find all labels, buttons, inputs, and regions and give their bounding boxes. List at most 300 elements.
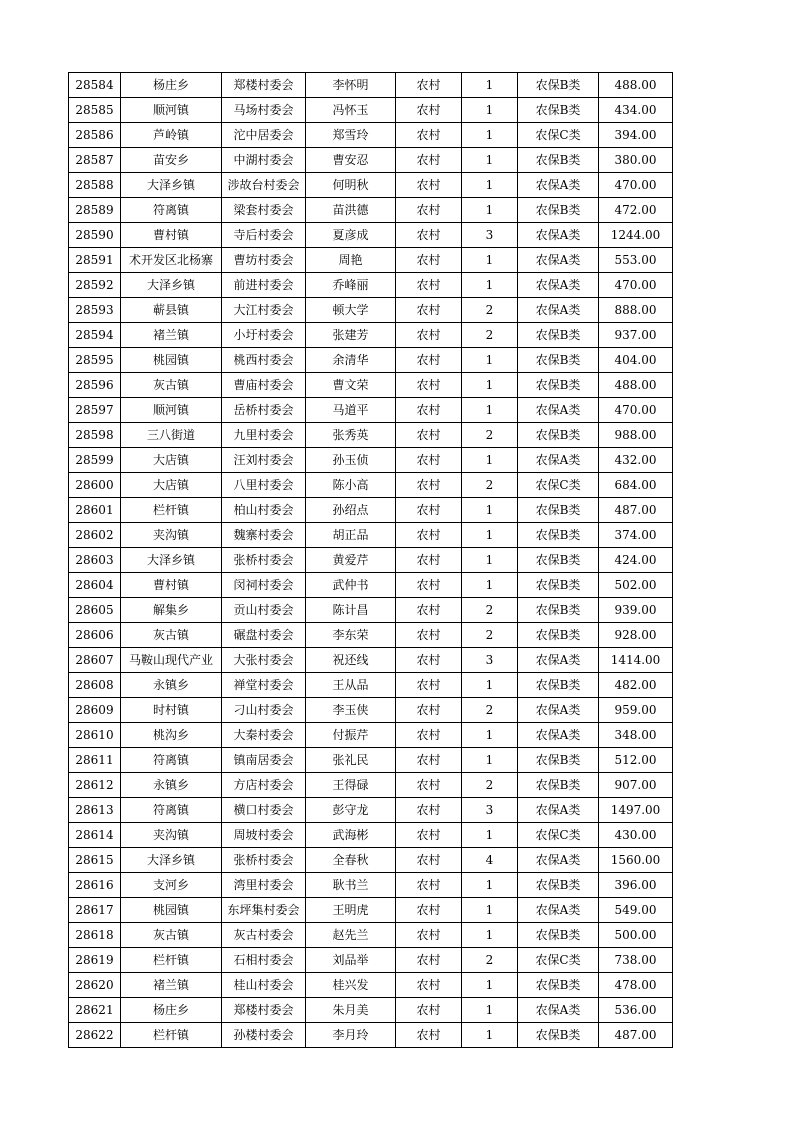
- area-type-cell: 农村: [396, 373, 462, 398]
- record-id-cell: 28607: [69, 648, 121, 673]
- name-cell: 王从品: [306, 673, 396, 698]
- name-cell: 付振芹: [306, 723, 396, 748]
- household-count-cell: 1: [462, 398, 518, 423]
- township-cell: 解集乡: [121, 598, 222, 623]
- village-committee-cell: 柏山村委会: [222, 498, 306, 523]
- village-committee-cell: 曹坊村委会: [222, 248, 306, 273]
- area-type-cell: 农村: [396, 173, 462, 198]
- area-type-cell: 农村: [396, 848, 462, 873]
- name-cell: 冯怀玉: [306, 98, 396, 123]
- amount-cell: 553.00: [599, 248, 673, 273]
- township-cell: 灰古镇: [121, 623, 222, 648]
- name-cell: 曹安忍: [306, 148, 396, 173]
- household-count-cell: 1: [462, 498, 518, 523]
- name-cell: 夏彦成: [306, 223, 396, 248]
- record-id-cell: 28586: [69, 123, 121, 148]
- table-row: [69, 473, 673, 498]
- record-id-cell: 28621: [69, 998, 121, 1023]
- table-row: [69, 573, 673, 598]
- amount-cell: 472.00: [599, 198, 673, 223]
- township-cell: 灰古镇: [121, 373, 222, 398]
- village-committee-cell: 前进村委会: [222, 273, 306, 298]
- village-committee-cell: 石相村委会: [222, 948, 306, 973]
- household-count-cell: 4: [462, 848, 518, 873]
- record-id-cell: 28601: [69, 498, 121, 523]
- amount-cell: 482.00: [599, 673, 673, 698]
- area-type-cell: 农村: [396, 648, 462, 673]
- area-type-cell: 农村: [396, 698, 462, 723]
- area-type-cell: 农村: [396, 398, 462, 423]
- village-committee-cell: 大江村委会: [222, 298, 306, 323]
- township-cell: 曹村镇: [121, 573, 222, 598]
- insurance-category-cell: 农保A类: [518, 273, 599, 298]
- household-count-cell: 1: [462, 873, 518, 898]
- area-type-cell: 农村: [396, 448, 462, 473]
- amount-cell: 430.00: [599, 823, 673, 848]
- record-id-cell: 28609: [69, 698, 121, 723]
- township-cell: 符离镇: [121, 198, 222, 223]
- village-committee-cell: 郑楼村委会: [222, 73, 306, 98]
- village-committee-cell: 魏寨村委会: [222, 523, 306, 548]
- amount-cell: 536.00: [599, 998, 673, 1023]
- table-row: [69, 423, 673, 448]
- table-row: [69, 273, 673, 298]
- village-committee-cell: 郑楼村委会: [222, 998, 306, 1023]
- insurance-category-cell: 农保A类: [518, 723, 599, 748]
- amount-cell: 1244.00: [599, 223, 673, 248]
- record-id-cell: 28616: [69, 873, 121, 898]
- insurance-category-cell: 农保B类: [518, 623, 599, 648]
- record-id-cell: 28605: [69, 598, 121, 623]
- township-cell: 杨庄乡: [121, 998, 222, 1023]
- area-type-cell: 农村: [396, 323, 462, 348]
- insurance-category-cell: 农保A类: [518, 298, 599, 323]
- village-committee-cell: 汪刘村委会: [222, 448, 306, 473]
- household-count-cell: 1: [462, 573, 518, 598]
- village-committee-cell: 中湖村委会: [222, 148, 306, 173]
- township-cell: 蕲县镇: [121, 298, 222, 323]
- table-row: [69, 823, 673, 848]
- village-committee-cell: 刁山村委会: [222, 698, 306, 723]
- table-row: [69, 1023, 673, 1048]
- table-body: [69, 73, 673, 1048]
- record-id-cell: 28619: [69, 948, 121, 973]
- amount-cell: 988.00: [599, 423, 673, 448]
- record-id-cell: 28597: [69, 398, 121, 423]
- area-type-cell: 农村: [396, 673, 462, 698]
- table-row: [69, 123, 673, 148]
- amount-cell: 487.00: [599, 498, 673, 523]
- household-count-cell: 2: [462, 473, 518, 498]
- record-id-cell: 28618: [69, 923, 121, 948]
- name-cell: 李月玲: [306, 1023, 396, 1048]
- household-count-cell: 1: [462, 248, 518, 273]
- township-cell: 永镇乡: [121, 773, 222, 798]
- name-cell: 陈计昌: [306, 598, 396, 623]
- name-cell: 周艳: [306, 248, 396, 273]
- township-cell: 桃沟乡: [121, 723, 222, 748]
- township-cell: 芦岭镇: [121, 123, 222, 148]
- township-cell: 大店镇: [121, 448, 222, 473]
- amount-cell: 380.00: [599, 148, 673, 173]
- table-row: [69, 698, 673, 723]
- insurance-category-cell: 农保B类: [518, 148, 599, 173]
- table-row: [69, 248, 673, 273]
- record-id-cell: 28591: [69, 248, 121, 273]
- insurance-category-cell: 农保B类: [518, 198, 599, 223]
- name-cell: 陈小高: [306, 473, 396, 498]
- area-type-cell: 农村: [396, 198, 462, 223]
- amount-cell: 488.00: [599, 73, 673, 98]
- insurance-category-cell: 农保B类: [518, 923, 599, 948]
- household-count-cell: 3: [462, 223, 518, 248]
- record-id-cell: 28596: [69, 373, 121, 398]
- village-committee-cell: 湾里村委会: [222, 873, 306, 898]
- township-cell: 褚兰镇: [121, 973, 222, 998]
- township-cell: 杨庄乡: [121, 73, 222, 98]
- household-count-cell: 2: [462, 323, 518, 348]
- record-id-cell: 28603: [69, 548, 121, 573]
- insurance-category-cell: 农保C类: [518, 123, 599, 148]
- household-count-cell: 1: [462, 548, 518, 573]
- insurance-category-cell: 农保A类: [518, 998, 599, 1023]
- township-cell: 大泽乡镇: [121, 273, 222, 298]
- table-row: [69, 598, 673, 623]
- insurance-category-cell: 农保B类: [518, 598, 599, 623]
- insurance-category-cell: 农保B类: [518, 973, 599, 998]
- insurance-category-cell: 农保B类: [518, 73, 599, 98]
- name-cell: 马道平: [306, 398, 396, 423]
- household-count-cell: 1: [462, 173, 518, 198]
- amount-cell: 937.00: [599, 323, 673, 348]
- name-cell: 李玉侠: [306, 698, 396, 723]
- village-committee-cell: 梁套村委会: [222, 198, 306, 223]
- area-type-cell: 农村: [396, 498, 462, 523]
- amount-cell: 374.00: [599, 523, 673, 548]
- village-committee-cell: 曹庙村委会: [222, 373, 306, 398]
- table-row: [69, 448, 673, 473]
- township-cell: 永镇乡: [121, 673, 222, 698]
- record-id-cell: 28600: [69, 473, 121, 498]
- name-cell: 王明虎: [306, 898, 396, 923]
- name-cell: 孙玉侦: [306, 448, 396, 473]
- household-count-cell: 2: [462, 298, 518, 323]
- insurance-category-cell: 农保C类: [518, 473, 599, 498]
- table-row: [69, 748, 673, 773]
- township-cell: 夹沟镇: [121, 523, 222, 548]
- township-cell: 桃园镇: [121, 898, 222, 923]
- record-id-cell: 28593: [69, 298, 121, 323]
- name-cell: 耿书兰: [306, 873, 396, 898]
- name-cell: 胡正品: [306, 523, 396, 548]
- amount-cell: 1414.00: [599, 648, 673, 673]
- name-cell: 顿大学: [306, 298, 396, 323]
- village-committee-cell: 桂山村委会: [222, 973, 306, 998]
- insurance-category-cell: 农保A类: [518, 848, 599, 873]
- village-committee-cell: 闵祠村委会: [222, 573, 306, 598]
- name-cell: 余清华: [306, 348, 396, 373]
- table-row: [69, 73, 673, 98]
- village-committee-cell: 大张村委会: [222, 648, 306, 673]
- table-row: [69, 623, 673, 648]
- village-committee-cell: 寺后村委会: [222, 223, 306, 248]
- name-cell: 李怀明: [306, 73, 396, 98]
- amount-cell: 888.00: [599, 298, 673, 323]
- record-id-cell: 28592: [69, 273, 121, 298]
- insurance-category-cell: 农保B类: [518, 373, 599, 398]
- insurance-category-cell: 农保A类: [518, 173, 599, 198]
- household-count-cell: 2: [462, 423, 518, 448]
- insurance-category-cell: 农保B类: [518, 98, 599, 123]
- area-type-cell: 农村: [396, 298, 462, 323]
- insurance-category-cell: 农保A类: [518, 898, 599, 923]
- amount-cell: 907.00: [599, 773, 673, 798]
- amount-cell: 549.00: [599, 898, 673, 923]
- name-cell: 何明秋: [306, 173, 396, 198]
- household-count-cell: 1: [462, 998, 518, 1023]
- household-count-cell: 2: [462, 623, 518, 648]
- household-count-cell: 2: [462, 948, 518, 973]
- amount-cell: 432.00: [599, 448, 673, 473]
- table-row: [69, 923, 673, 948]
- area-type-cell: 农村: [396, 98, 462, 123]
- village-committee-cell: 九里村委会: [222, 423, 306, 448]
- village-committee-cell: 横口村委会: [222, 798, 306, 823]
- village-committee-cell: 八里村委会: [222, 473, 306, 498]
- insurance-category-cell: 农保C类: [518, 948, 599, 973]
- village-committee-cell: 贡山村委会: [222, 598, 306, 623]
- table-row: [69, 723, 673, 748]
- record-id-cell: 28620: [69, 973, 121, 998]
- record-id-cell: 28585: [69, 98, 121, 123]
- township-cell: 大泽乡镇: [121, 848, 222, 873]
- amount-cell: 488.00: [599, 373, 673, 398]
- table-row: [69, 148, 673, 173]
- insurance-category-cell: 农保B类: [518, 548, 599, 573]
- area-type-cell: 农村: [396, 823, 462, 848]
- table-row: [69, 848, 673, 873]
- table-row: [69, 373, 673, 398]
- village-committee-cell: 张桥村委会: [222, 548, 306, 573]
- name-cell: 乔峰丽: [306, 273, 396, 298]
- village-committee-cell: 方店村委会: [222, 773, 306, 798]
- area-type-cell: 农村: [396, 948, 462, 973]
- household-count-cell: 3: [462, 648, 518, 673]
- record-id-cell: 28622: [69, 1023, 121, 1048]
- name-cell: 彭守龙: [306, 798, 396, 823]
- record-id-cell: 28599: [69, 448, 121, 473]
- name-cell: 朱月美: [306, 998, 396, 1023]
- household-count-cell: 1: [462, 723, 518, 748]
- village-committee-cell: 碾盘村委会: [222, 623, 306, 648]
- amount-cell: 1560.00: [599, 848, 673, 873]
- township-cell: 夹沟镇: [121, 823, 222, 848]
- village-committee-cell: 张桥村委会: [222, 848, 306, 873]
- area-type-cell: 农村: [396, 473, 462, 498]
- area-type-cell: 农村: [396, 773, 462, 798]
- amount-cell: 396.00: [599, 873, 673, 898]
- insurance-category-cell: 农保A类: [518, 798, 599, 823]
- table-row: [69, 523, 673, 548]
- name-cell: 张秀英: [306, 423, 396, 448]
- amount-cell: 738.00: [599, 948, 673, 973]
- insurance-category-cell: 农保B类: [518, 873, 599, 898]
- insurance-category-cell: 农保B类: [518, 498, 599, 523]
- household-count-cell: 2: [462, 598, 518, 623]
- amount-cell: 939.00: [599, 598, 673, 623]
- insurance-category-cell: 农保B类: [518, 1023, 599, 1048]
- table-row: [69, 348, 673, 373]
- household-count-cell: 1: [462, 348, 518, 373]
- household-count-cell: 2: [462, 773, 518, 798]
- amount-cell: 959.00: [599, 698, 673, 723]
- village-committee-cell: 小圩村委会: [222, 323, 306, 348]
- household-count-cell: 1: [462, 448, 518, 473]
- area-type-cell: 农村: [396, 423, 462, 448]
- township-cell: 马鞍山现代产业: [121, 648, 222, 673]
- village-committee-cell: 岳桥村委会: [222, 398, 306, 423]
- insurance-category-cell: 农保B类: [518, 573, 599, 598]
- township-cell: 三八街道: [121, 423, 222, 448]
- household-count-cell: 1: [462, 898, 518, 923]
- township-cell: 苗安乡: [121, 148, 222, 173]
- area-type-cell: 农村: [396, 973, 462, 998]
- table-row: [69, 648, 673, 673]
- insurance-category-cell: 农保B类: [518, 673, 599, 698]
- name-cell: 曹文荣: [306, 373, 396, 398]
- household-count-cell: 1: [462, 198, 518, 223]
- area-type-cell: 农村: [396, 798, 462, 823]
- household-count-cell: 1: [462, 823, 518, 848]
- area-type-cell: 农村: [396, 148, 462, 173]
- name-cell: 桂兴发: [306, 973, 396, 998]
- amount-cell: 470.00: [599, 398, 673, 423]
- village-committee-cell: 孙楼村委会: [222, 1023, 306, 1048]
- table-row: [69, 198, 673, 223]
- village-committee-cell: 镇南居委会: [222, 748, 306, 773]
- township-cell: 时村镇: [121, 698, 222, 723]
- amount-cell: 478.00: [599, 973, 673, 998]
- table-row: [69, 173, 673, 198]
- area-type-cell: 农村: [396, 273, 462, 298]
- table-row: [69, 798, 673, 823]
- table-row: [69, 773, 673, 798]
- township-cell: 大店镇: [121, 473, 222, 498]
- village-committee-cell: 东坪集村委会: [222, 898, 306, 923]
- name-cell: 张建芳: [306, 323, 396, 348]
- household-count-cell: 1: [462, 373, 518, 398]
- name-cell: 李东荣: [306, 623, 396, 648]
- township-cell: 大泽乡镇: [121, 548, 222, 573]
- village-committee-cell: 沱中居委会: [222, 123, 306, 148]
- record-id-cell: 28589: [69, 198, 121, 223]
- name-cell: 王得碌: [306, 773, 396, 798]
- household-count-cell: 1: [462, 973, 518, 998]
- area-type-cell: 农村: [396, 723, 462, 748]
- household-count-cell: 1: [462, 673, 518, 698]
- table-row: [69, 98, 673, 123]
- household-count-cell: 3: [462, 798, 518, 823]
- township-cell: 灰古镇: [121, 923, 222, 948]
- amount-cell: 394.00: [599, 123, 673, 148]
- name-cell: 赵先兰: [306, 923, 396, 948]
- township-cell: 符离镇: [121, 748, 222, 773]
- amount-cell: 348.00: [599, 723, 673, 748]
- insurance-category-cell: 农保B类: [518, 748, 599, 773]
- insurance-category-cell: 农保B类: [518, 348, 599, 373]
- record-id-cell: 28595: [69, 348, 121, 373]
- record-id-cell: 28610: [69, 723, 121, 748]
- table-row: [69, 223, 673, 248]
- insurance-category-cell: 农保A类: [518, 698, 599, 723]
- record-id-cell: 28594: [69, 323, 121, 348]
- amount-cell: 470.00: [599, 273, 673, 298]
- area-type-cell: 农村: [396, 573, 462, 598]
- name-cell: 祝还线: [306, 648, 396, 673]
- table-row: [69, 873, 673, 898]
- amount-cell: 470.00: [599, 173, 673, 198]
- township-cell: 褚兰镇: [121, 323, 222, 348]
- name-cell: 全春秋: [306, 848, 396, 873]
- data-table: [68, 72, 673, 1048]
- village-committee-cell: 周坡村委会: [222, 823, 306, 848]
- area-type-cell: 农村: [396, 1023, 462, 1048]
- household-count-cell: 1: [462, 748, 518, 773]
- village-committee-cell: 桃西村委会: [222, 348, 306, 373]
- amount-cell: 434.00: [599, 98, 673, 123]
- area-type-cell: 农村: [396, 873, 462, 898]
- table-row: [69, 298, 673, 323]
- record-id-cell: 28617: [69, 898, 121, 923]
- area-type-cell: 农村: [396, 898, 462, 923]
- household-count-cell: 1: [462, 98, 518, 123]
- township-cell: 栏杆镇: [121, 1023, 222, 1048]
- insurance-category-cell: 农保B类: [518, 773, 599, 798]
- area-type-cell: 农村: [396, 523, 462, 548]
- area-type-cell: 农村: [396, 998, 462, 1023]
- record-id-cell: 28590: [69, 223, 121, 248]
- insurance-category-cell: 农保A类: [518, 398, 599, 423]
- township-cell: 栏杆镇: [121, 498, 222, 523]
- record-id-cell: 28602: [69, 523, 121, 548]
- township-cell: 顺河镇: [121, 98, 222, 123]
- amount-cell: 1497.00: [599, 798, 673, 823]
- insurance-category-cell: 农保A类: [518, 223, 599, 248]
- record-id-cell: 28615: [69, 848, 121, 873]
- table-row: [69, 498, 673, 523]
- record-id-cell: 28588: [69, 173, 121, 198]
- village-committee-cell: 灰古村委会: [222, 923, 306, 948]
- household-count-cell: 1: [462, 923, 518, 948]
- village-committee-cell: 禅堂村委会: [222, 673, 306, 698]
- table-row: [69, 323, 673, 348]
- village-committee-cell: 大秦村委会: [222, 723, 306, 748]
- area-type-cell: 农村: [396, 223, 462, 248]
- amount-cell: 684.00: [599, 473, 673, 498]
- record-id-cell: 28606: [69, 623, 121, 648]
- amount-cell: 500.00: [599, 923, 673, 948]
- table-row: [69, 673, 673, 698]
- area-type-cell: 农村: [396, 548, 462, 573]
- amount-cell: 487.00: [599, 1023, 673, 1048]
- area-type-cell: 农村: [396, 598, 462, 623]
- name-cell: 武仲书: [306, 573, 396, 598]
- table-row: [69, 548, 673, 573]
- household-count-cell: 1: [462, 523, 518, 548]
- table-row: [69, 398, 673, 423]
- household-count-cell: 1: [462, 148, 518, 173]
- household-count-cell: 2: [462, 698, 518, 723]
